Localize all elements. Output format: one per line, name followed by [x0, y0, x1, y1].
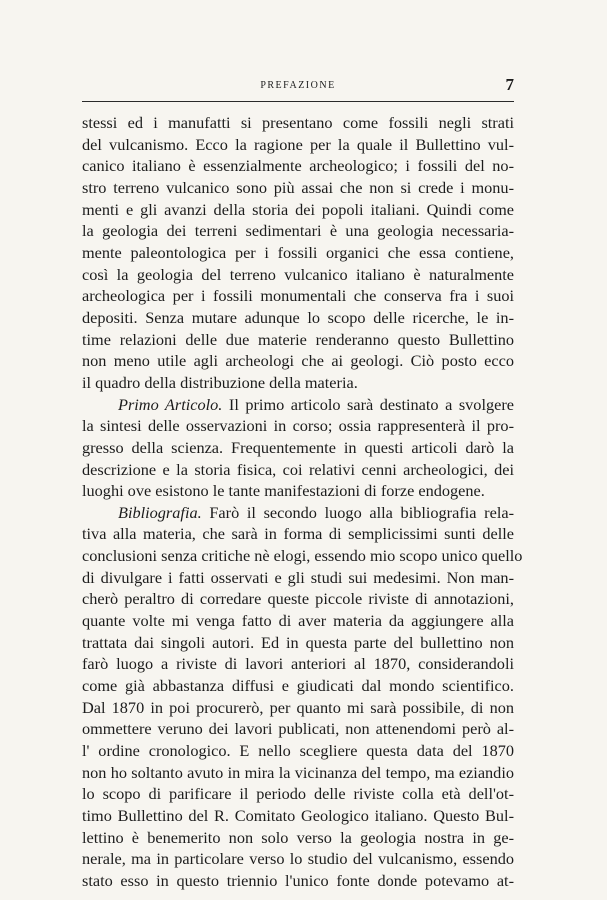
text-line: farò luogo a riviste di lavori anteriori al 1870, considerandoli [82, 654, 514, 674]
text-line: cherò peraltro di corredare queste piccole riviste di annotazioni, [82, 589, 514, 609]
text-line: archeologica per i fossili monumentali che conserva fra i suoi [82, 286, 514, 306]
text-line: il quadro della distribuzione della materia. [82, 372, 358, 392]
paragraph-lines [82, 523, 523, 891]
paragraph-intro [82, 112, 514, 394]
text-line: non ho soltanto avuto in mira la vicinanza del tempo, ma eziandio [82, 762, 514, 782]
text-line: mente paleontologica per i fossili organici che essa contiene, [82, 242, 514, 262]
paragraph-primo-articolo [82, 394, 514, 502]
text-line: Dal 1870 in poi procurerò, per quanto mi sarà possibile, di non [82, 697, 514, 717]
text-line: gresso della scienza. Frequentemente in questi articoli darò la [82, 437, 514, 457]
text-line [82, 394, 514, 416]
page-header [82, 75, 514, 100]
text-line: stro terreno vulcanico sono più assai che non si crede i monu- [82, 177, 514, 197]
text-line: canico italiano è essenzialmente archeologico; i fossili del no- [82, 156, 514, 176]
text-line: lo scopo di parificare il periodo delle riviste colla età dell'ot- [82, 784, 514, 804]
text-line: quante volte mi venga fatto di aver materia da aggiungere alla [82, 611, 514, 631]
text-line: trattata dai singoli autori. Ed in questa parte del bullettino non [82, 632, 514, 652]
text-line: del vulcanismo. Ecco la ragione per la quale il Bullettino vul- [82, 134, 514, 154]
text-line: menti e gli avanzi della storia dei popoli italiani. Quindi come [82, 199, 514, 219]
text-line: così la geologia del terreno vulcanico italiano è naturalmente [82, 264, 514, 284]
text-line: luoghi ove esistono le tante manifestazioni di forze endogene. [82, 481, 485, 501]
text-line: non meno utile agli archeologi che ai geologi. Ciò posto ecco [82, 351, 514, 371]
text-line: di divulgare i fatti osservati e gli studi sui medesimi. Non man- [82, 567, 514, 587]
page-number: 7 [505, 75, 514, 94]
text-line: conclusioni senza critiche nè elogi, essendo mio scopo unico quello [82, 546, 523, 566]
text-line: time relazioni delle due materie renderanno questo Bullettino [82, 329, 514, 349]
text-line: depositi. Senza mutare adunque lo scopo delle ricerche, le in- [82, 307, 514, 327]
text-line: ommettere veruno dei lavori publicati, non attenendomi però al- [82, 719, 514, 739]
text-run: Il primo articolo sarà destinato a svolgere [222, 394, 514, 414]
text-line: descrizione e la storia fisica, coi relativi cenni archeologici, dei [82, 459, 514, 479]
text-line: nerale, ma in particolare verso lo studio del vulcanismo, essendo [82, 849, 514, 869]
text-line: stessi ed i manufatti si presentano come fossili negli strati [82, 113, 514, 132]
text-line: tiva alla materia, che sarà in forma di semplicissimi sunti delle [82, 524, 514, 544]
text-line: la sintesi delle osservazioni in corso; ossia rappresenterà il pro- [82, 416, 514, 436]
section-heading: Bibliografia. [118, 502, 202, 522]
body-text [82, 112, 523, 892]
text-line: come già abbastanza diffusi e giudicati dal mondo scientifico. [82, 676, 514, 696]
text-run: Farò il secondo luogo alla bibliografia rela- [201, 502, 514, 522]
text-line: lettino è benemerito non solo verso la geologia nostra in ge- [82, 827, 514, 847]
paragraph-bibliografia [82, 502, 523, 892]
header-rule [82, 101, 514, 102]
running-title: PREFAZIONE [260, 80, 336, 91]
text-line: l' ordine cronologico. E nello scegliere questa data del 1870 [82, 741, 514, 761]
text-line: timo Bullettino del R. Comitato Geologico italiano. Questo Bul- [82, 806, 514, 825]
text-line: stato esso in questo triennio l'unico fonte donde potevamo at- [82, 870, 514, 890]
section-heading: Primo Articolo. [118, 394, 223, 414]
text-line [82, 502, 514, 524]
text-line: la geologia dei terreni sedimentari è una geologia necessaria- [82, 221, 514, 241]
paragraph-lines [82, 415, 514, 502]
